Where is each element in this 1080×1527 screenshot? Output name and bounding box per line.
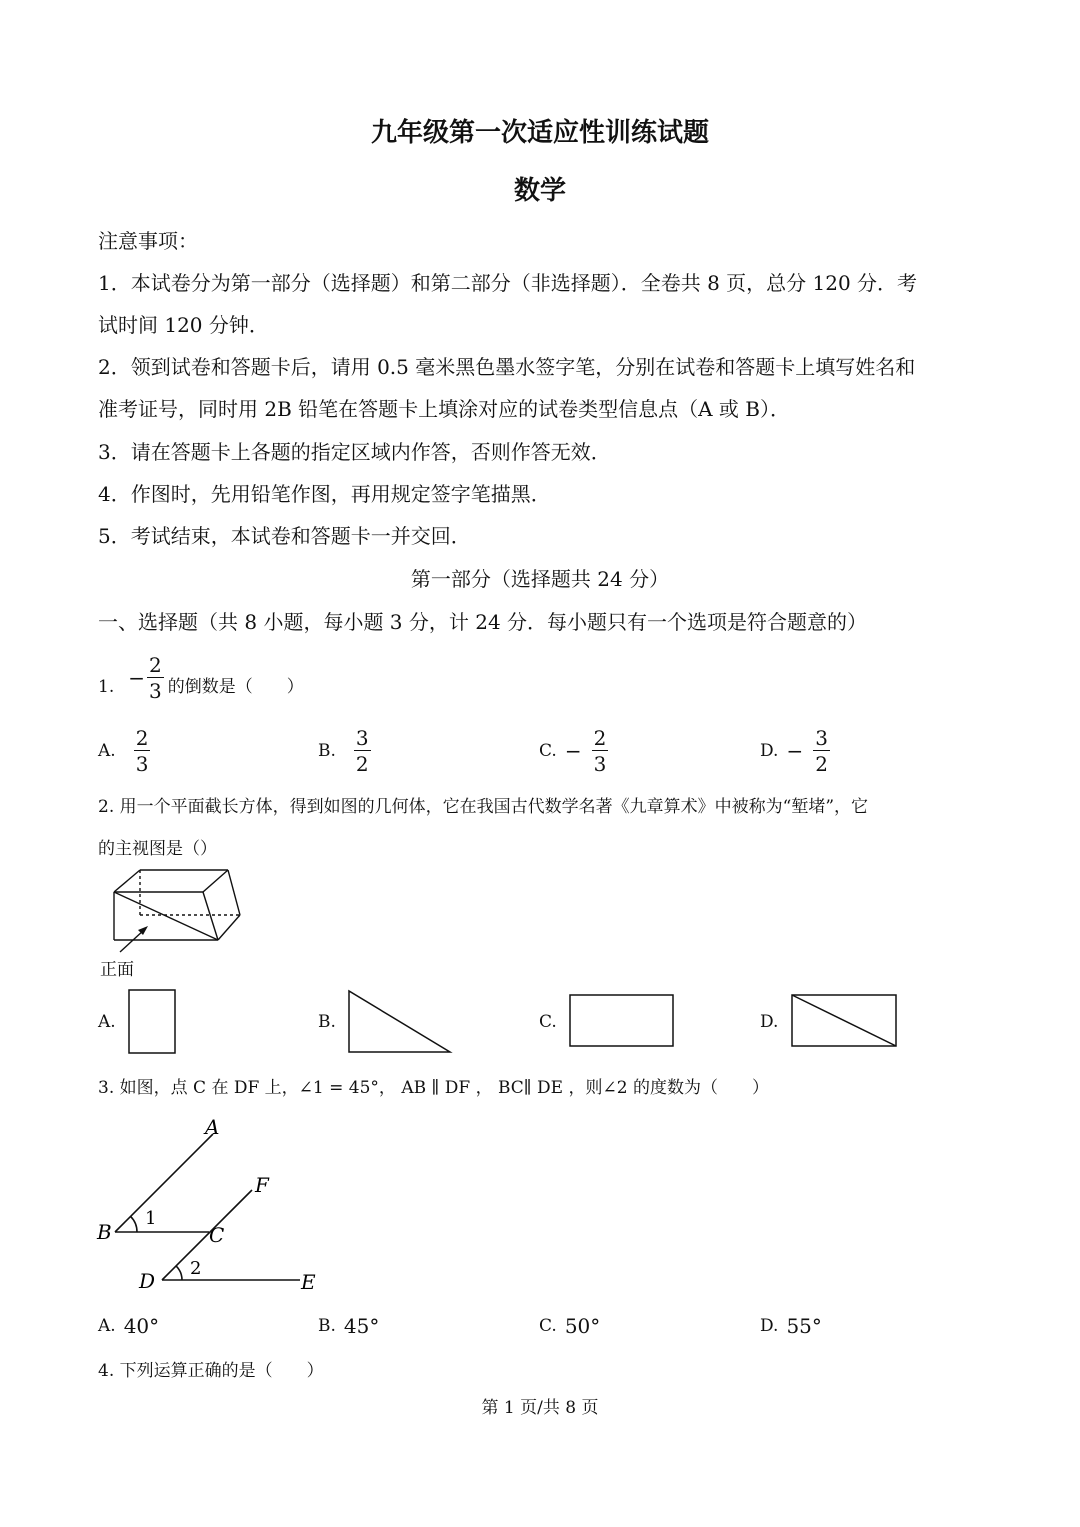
q1-denominator: 3 xyxy=(149,679,162,703)
q1-option-d-label: D. xyxy=(760,741,779,761)
q1-option-b-den: 2 xyxy=(355,752,369,776)
q1-option-c-den: 3 xyxy=(593,752,607,776)
q2-option-b-shape[interactable] xyxy=(346,988,454,1056)
part-title: 第一部分（选择题共 24 分） xyxy=(410,567,670,591)
q3-text: 3. 如图，点 C 在 DF 上，∠1 = 45°， AB ∥ DF ， BC∥ DE ，则∠2 的度数为（ ） xyxy=(98,1078,769,1098)
q3-option-b[interactable] xyxy=(318,1314,379,1338)
q2-option-d-shape[interactable] xyxy=(790,993,898,1049)
note-5: 5．考试结束，本试卷和答题卡一并交回． xyxy=(98,524,471,548)
note-2-line2: 准考证号，同时用 2B 铅笔在答题卡上填涂对应的试卷类型信息点（A 或 B）． xyxy=(98,397,790,421)
q3-option-b-label: B. xyxy=(318,1316,336,1336)
q1-option-d-den: 2 xyxy=(815,752,828,776)
q1-option-b-num: 3 xyxy=(355,726,369,750)
q2-option-a-shape[interactable] xyxy=(128,988,178,1056)
q1-option-c-label: C. xyxy=(539,741,557,761)
q2-option-a-label[interactable]: A. xyxy=(98,1012,116,1032)
label-B: B xyxy=(97,1220,112,1244)
q3-option-c-label: C. xyxy=(539,1316,557,1336)
label-D: D xyxy=(139,1269,156,1293)
q1-numerator: 2 xyxy=(149,653,162,677)
q3-option-b-value: 45° xyxy=(343,1314,380,1338)
note-2-line1: 2．领到试卷和答题卡后，请用 0.5 毫米黑色墨水签字笔，分别在试卷和答题卡上填写姓名和 xyxy=(98,355,916,379)
q1-option-a-fraction xyxy=(134,728,151,774)
q3-geometry-figure xyxy=(95,1112,335,1297)
q3-option-a-value: 40° xyxy=(123,1314,160,1338)
q1-option-b-fraction xyxy=(354,728,371,774)
q1-number: 1. xyxy=(98,676,115,697)
section-heading: 一、选择题（共 8 小题，每小题 3 分，计 24 分．每小题只有一个选项是符合题意的） xyxy=(98,610,868,634)
q1-option-d-neg: − xyxy=(786,739,804,763)
qiandu-solid-figure xyxy=(98,862,258,962)
q2-line2: 的主视图是（） xyxy=(98,839,217,859)
note-3: 3．请在答题卡上各题的指定区域内作答，否则作答无效． xyxy=(98,440,611,464)
q1-option-c[interactable] xyxy=(539,728,608,774)
q1-text: 的倒数是（ ） xyxy=(167,676,304,697)
label-angle-2: 2 xyxy=(190,1258,202,1279)
label-E: E xyxy=(301,1270,316,1294)
note-4: 4．作图时，先用铅笔作图，再用规定签字笔描黑． xyxy=(98,482,551,506)
q1-option-a-label: A. xyxy=(98,741,116,761)
subject-title: 数学 xyxy=(513,176,566,206)
note-1-line1: 1．本试卷分为第一部分（选择题）和第二部分（非选择题）．全卷共 8 页，总分 120 分．考 xyxy=(98,271,918,295)
question-1 xyxy=(98,655,304,701)
front-view-label: 正面 xyxy=(100,960,134,980)
q4-text: 4. 下列运算正确的是（ ） xyxy=(98,1361,324,1381)
label-angle-1: 1 xyxy=(145,1208,157,1229)
q1-fraction xyxy=(147,655,164,701)
q1-option-c-neg: − xyxy=(564,739,582,763)
q2-line1: 2. 用一个平面截长方体，得到如图的几何体，它在我国古代数学名著《九章算术》中被称为“堑堵”，它 xyxy=(98,797,869,817)
q3-option-d[interactable] xyxy=(760,1314,822,1338)
exam-title: 九年级第一次适应性训练试题 xyxy=(370,118,709,148)
q1-option-a[interactable] xyxy=(98,728,150,774)
q3-option-a[interactable] xyxy=(98,1314,159,1338)
q2-option-c-shape[interactable] xyxy=(568,993,676,1049)
q1-option-b-label: B. xyxy=(318,741,336,761)
q3-option-a-label: A. xyxy=(98,1316,116,1336)
q3-option-c-value: 50° xyxy=(564,1314,601,1338)
q2-option-d-label[interactable]: D. xyxy=(760,1012,779,1032)
q2-option-b-label[interactable]: B. xyxy=(318,1012,336,1032)
q3-option-d-value: 55° xyxy=(786,1314,822,1338)
label-C: C xyxy=(209,1223,225,1247)
q1-option-c-num: 2 xyxy=(593,726,607,750)
q1-option-d[interactable] xyxy=(760,728,830,774)
q2-option-c-label[interactable]: C. xyxy=(539,1012,557,1032)
q1-option-b[interactable] xyxy=(318,728,371,774)
note-1-line2: 试时间 120 分钟． xyxy=(98,313,269,337)
q1-neg-sign: − xyxy=(128,666,145,690)
q1-option-c-fraction xyxy=(592,728,609,774)
q3-option-d-label: D. xyxy=(760,1316,779,1336)
notes-heading: 注意事项： xyxy=(98,229,198,253)
q1-option-d-num: 3 xyxy=(815,726,828,750)
q1-option-a-num: 2 xyxy=(135,726,149,750)
q3-option-c[interactable] xyxy=(539,1314,600,1338)
page-footer: 第 1 页/共 8 页 xyxy=(481,1398,599,1418)
q1-option-a-den: 3 xyxy=(135,752,149,776)
q1-option-d-fraction xyxy=(813,728,830,774)
label-A: A xyxy=(205,1115,220,1139)
label-F: F xyxy=(255,1173,269,1197)
